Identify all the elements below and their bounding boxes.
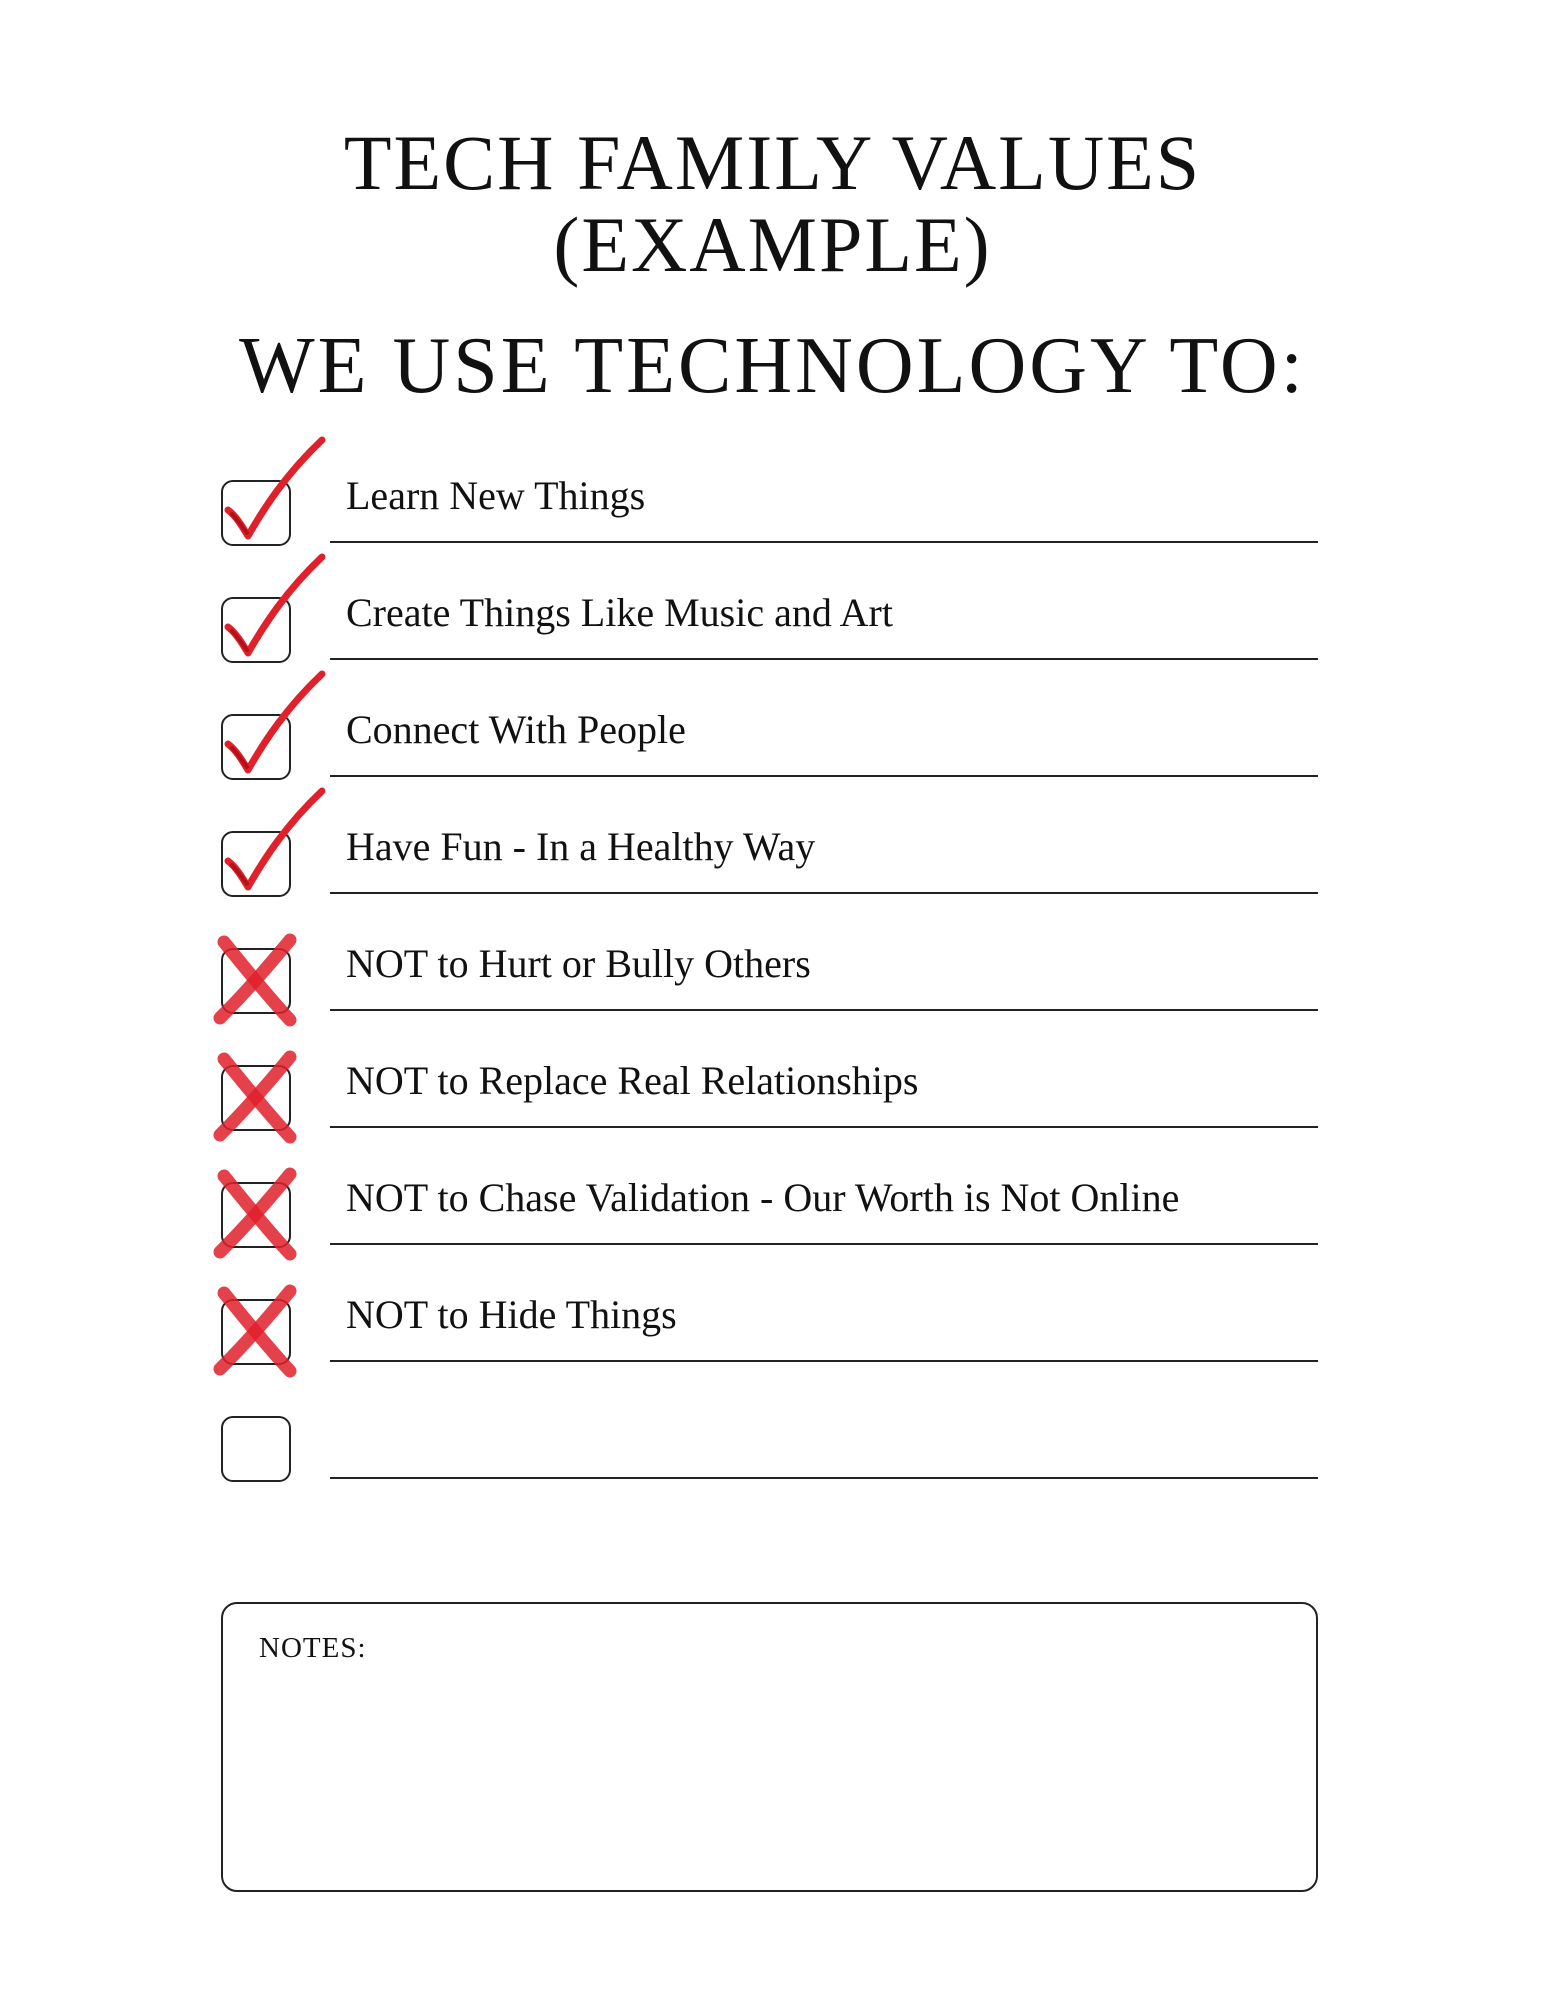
write-in-line: [330, 1009, 1318, 1011]
red-cross-icon: [212, 1051, 302, 1141]
item-label: NOT to Hurt or Bully Others: [346, 941, 811, 986]
item-label: NOT to Chase Validation - Our Worth is Not Online: [346, 1175, 1180, 1220]
write-in-line: [330, 1243, 1318, 1245]
page-title-line-1: TECH FAMILY VALUES: [343, 119, 1202, 206]
item-label: Create Things Like Music and Art: [346, 590, 893, 635]
notes-label: NOTES:: [259, 1632, 367, 1664]
red-check-icon: [216, 789, 336, 909]
page-title-line-2: (EXAMPLE): [553, 201, 992, 288]
item-label: Learn New Things: [346, 473, 646, 518]
red-check-icon: [216, 438, 336, 558]
write-in-line: [330, 658, 1318, 660]
write-in-line: [330, 541, 1318, 543]
list-item: [0, 941, 1545, 1048]
write-in-line: [330, 1360, 1318, 1362]
checkbox[interactable]: [221, 1416, 291, 1482]
item-label: Have Fun - In a Healthy Way: [346, 824, 816, 869]
list-item: [0, 1416, 1545, 1516]
item-label: NOT to Hide Things: [346, 1292, 677, 1337]
red-check-icon: [216, 672, 336, 792]
list-item: [0, 1292, 1545, 1399]
item-label: Connect With People: [346, 707, 686, 752]
red-cross-icon: [212, 1285, 302, 1375]
page-subtitle: WE USE TECHNOLOGY TO:: [239, 322, 1306, 410]
list-item: [0, 824, 1545, 931]
red-cross-icon: [212, 934, 302, 1024]
list-item: [0, 1058, 1545, 1165]
notes-box[interactable]: [221, 1602, 1318, 1892]
write-in-line: [330, 775, 1318, 777]
write-in-line: [330, 1126, 1318, 1128]
red-check-icon: [216, 555, 336, 675]
red-cross-icon: [212, 1168, 302, 1258]
list-item: [0, 1175, 1545, 1282]
write-in-line: [330, 892, 1318, 894]
item-label: NOT to Replace Real Relationships: [346, 1058, 919, 1103]
write-in-line: [330, 1477, 1318, 1479]
